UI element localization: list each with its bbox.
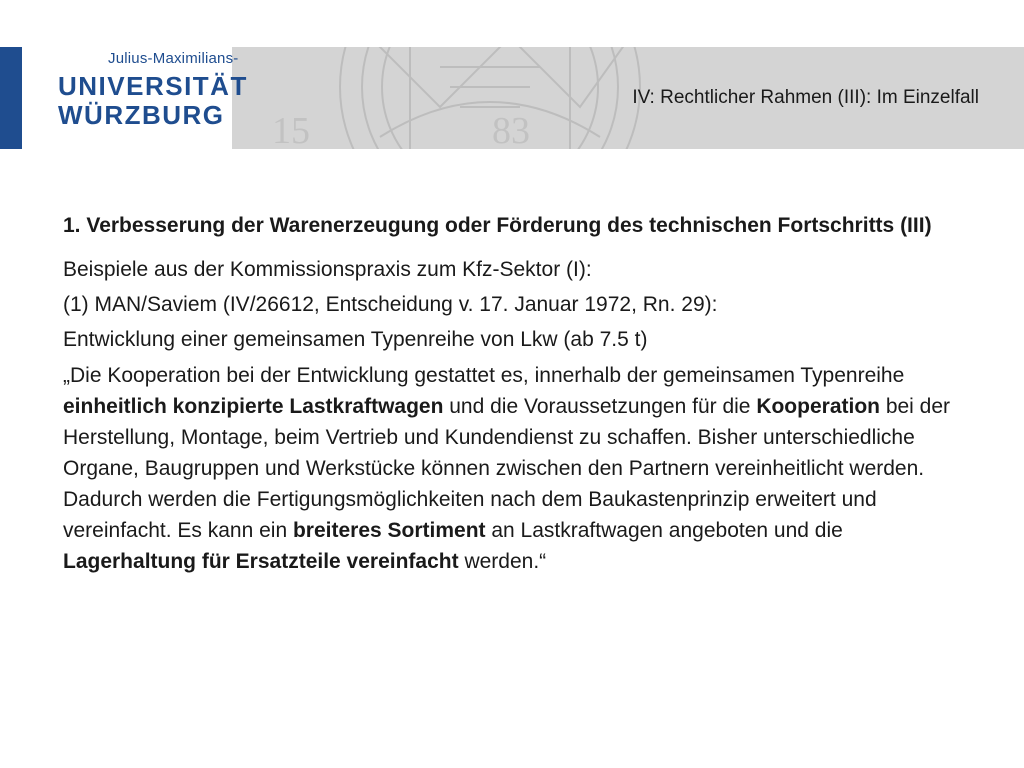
quote-text-2: und die Voraussetzungen für die: [443, 395, 757, 418]
quote-text-5: werden.“: [458, 550, 547, 573]
quote-bold-3: breiteres Sortiment: [292, 519, 486, 542]
quote-bold-2: Kooperation: [756, 395, 880, 418]
quote-bold-1: einheitlich konzipierte Lastkraftwagen: [63, 395, 444, 418]
case-description: Entwicklung einer gemeinsamen Typenreihe von Lkw (ab 7.5 t): [63, 328, 648, 351]
logo-subtitle: Julius-Maximilians-: [108, 50, 239, 67]
quote-text-1: „Die Kooperation bei der Entwicklung gestattet es, innerhalb der gemeinsamen Typenreihe: [63, 364, 905, 387]
quote-text-4: an Lastkraftwagen angeboten und die: [485, 519, 843, 542]
case-title: (1) MAN/Saviem (IV/26612, Entscheidung v. 17. Januar 1972, Rn. 29):: [63, 293, 718, 316]
seal-number-right: 83: [492, 110, 530, 149]
seal-number-left: 15: [272, 110, 310, 149]
logo-line-wuerzburg: WÜRZBURG: [58, 100, 225, 130]
logo-line-universitaet: UNIVERSITÄT: [58, 71, 248, 101]
quote-text-3: bei der Herstellung, Montage, beim Vertrieb und Kundendienst zu schaffen. Bisher unterschiedliche Organe, Baugruppen und Werkstücke können zwischen den Partnern vereinheitlicht werden. Dadurch werden die Fertigungsmöglichkeiten nach dem Baukastenprinzip erweitert und vereinfacht. Es kann ein: [63, 395, 951, 542]
case-quote: [63, 360, 968, 577]
slide-header: [0, 47, 1024, 149]
slide-body: [63, 212, 968, 577]
slide-heading: 1. Verbesserung der Warenerzeugung oder Förderung des technischen Fortschritts (III): [63, 214, 932, 237]
slide-section-title: IV: Rechtlicher Rahmen (III): Im Einzelfall: [632, 87, 979, 108]
subheading: Beispiele aus der Kommissionspraxis zum Kfz-Sektor (I):: [63, 258, 592, 281]
university-logo: [22, 47, 248, 149]
quote-bold-4: Lagerhaltung für Ersatzteile vereinfacht: [63, 550, 459, 573]
